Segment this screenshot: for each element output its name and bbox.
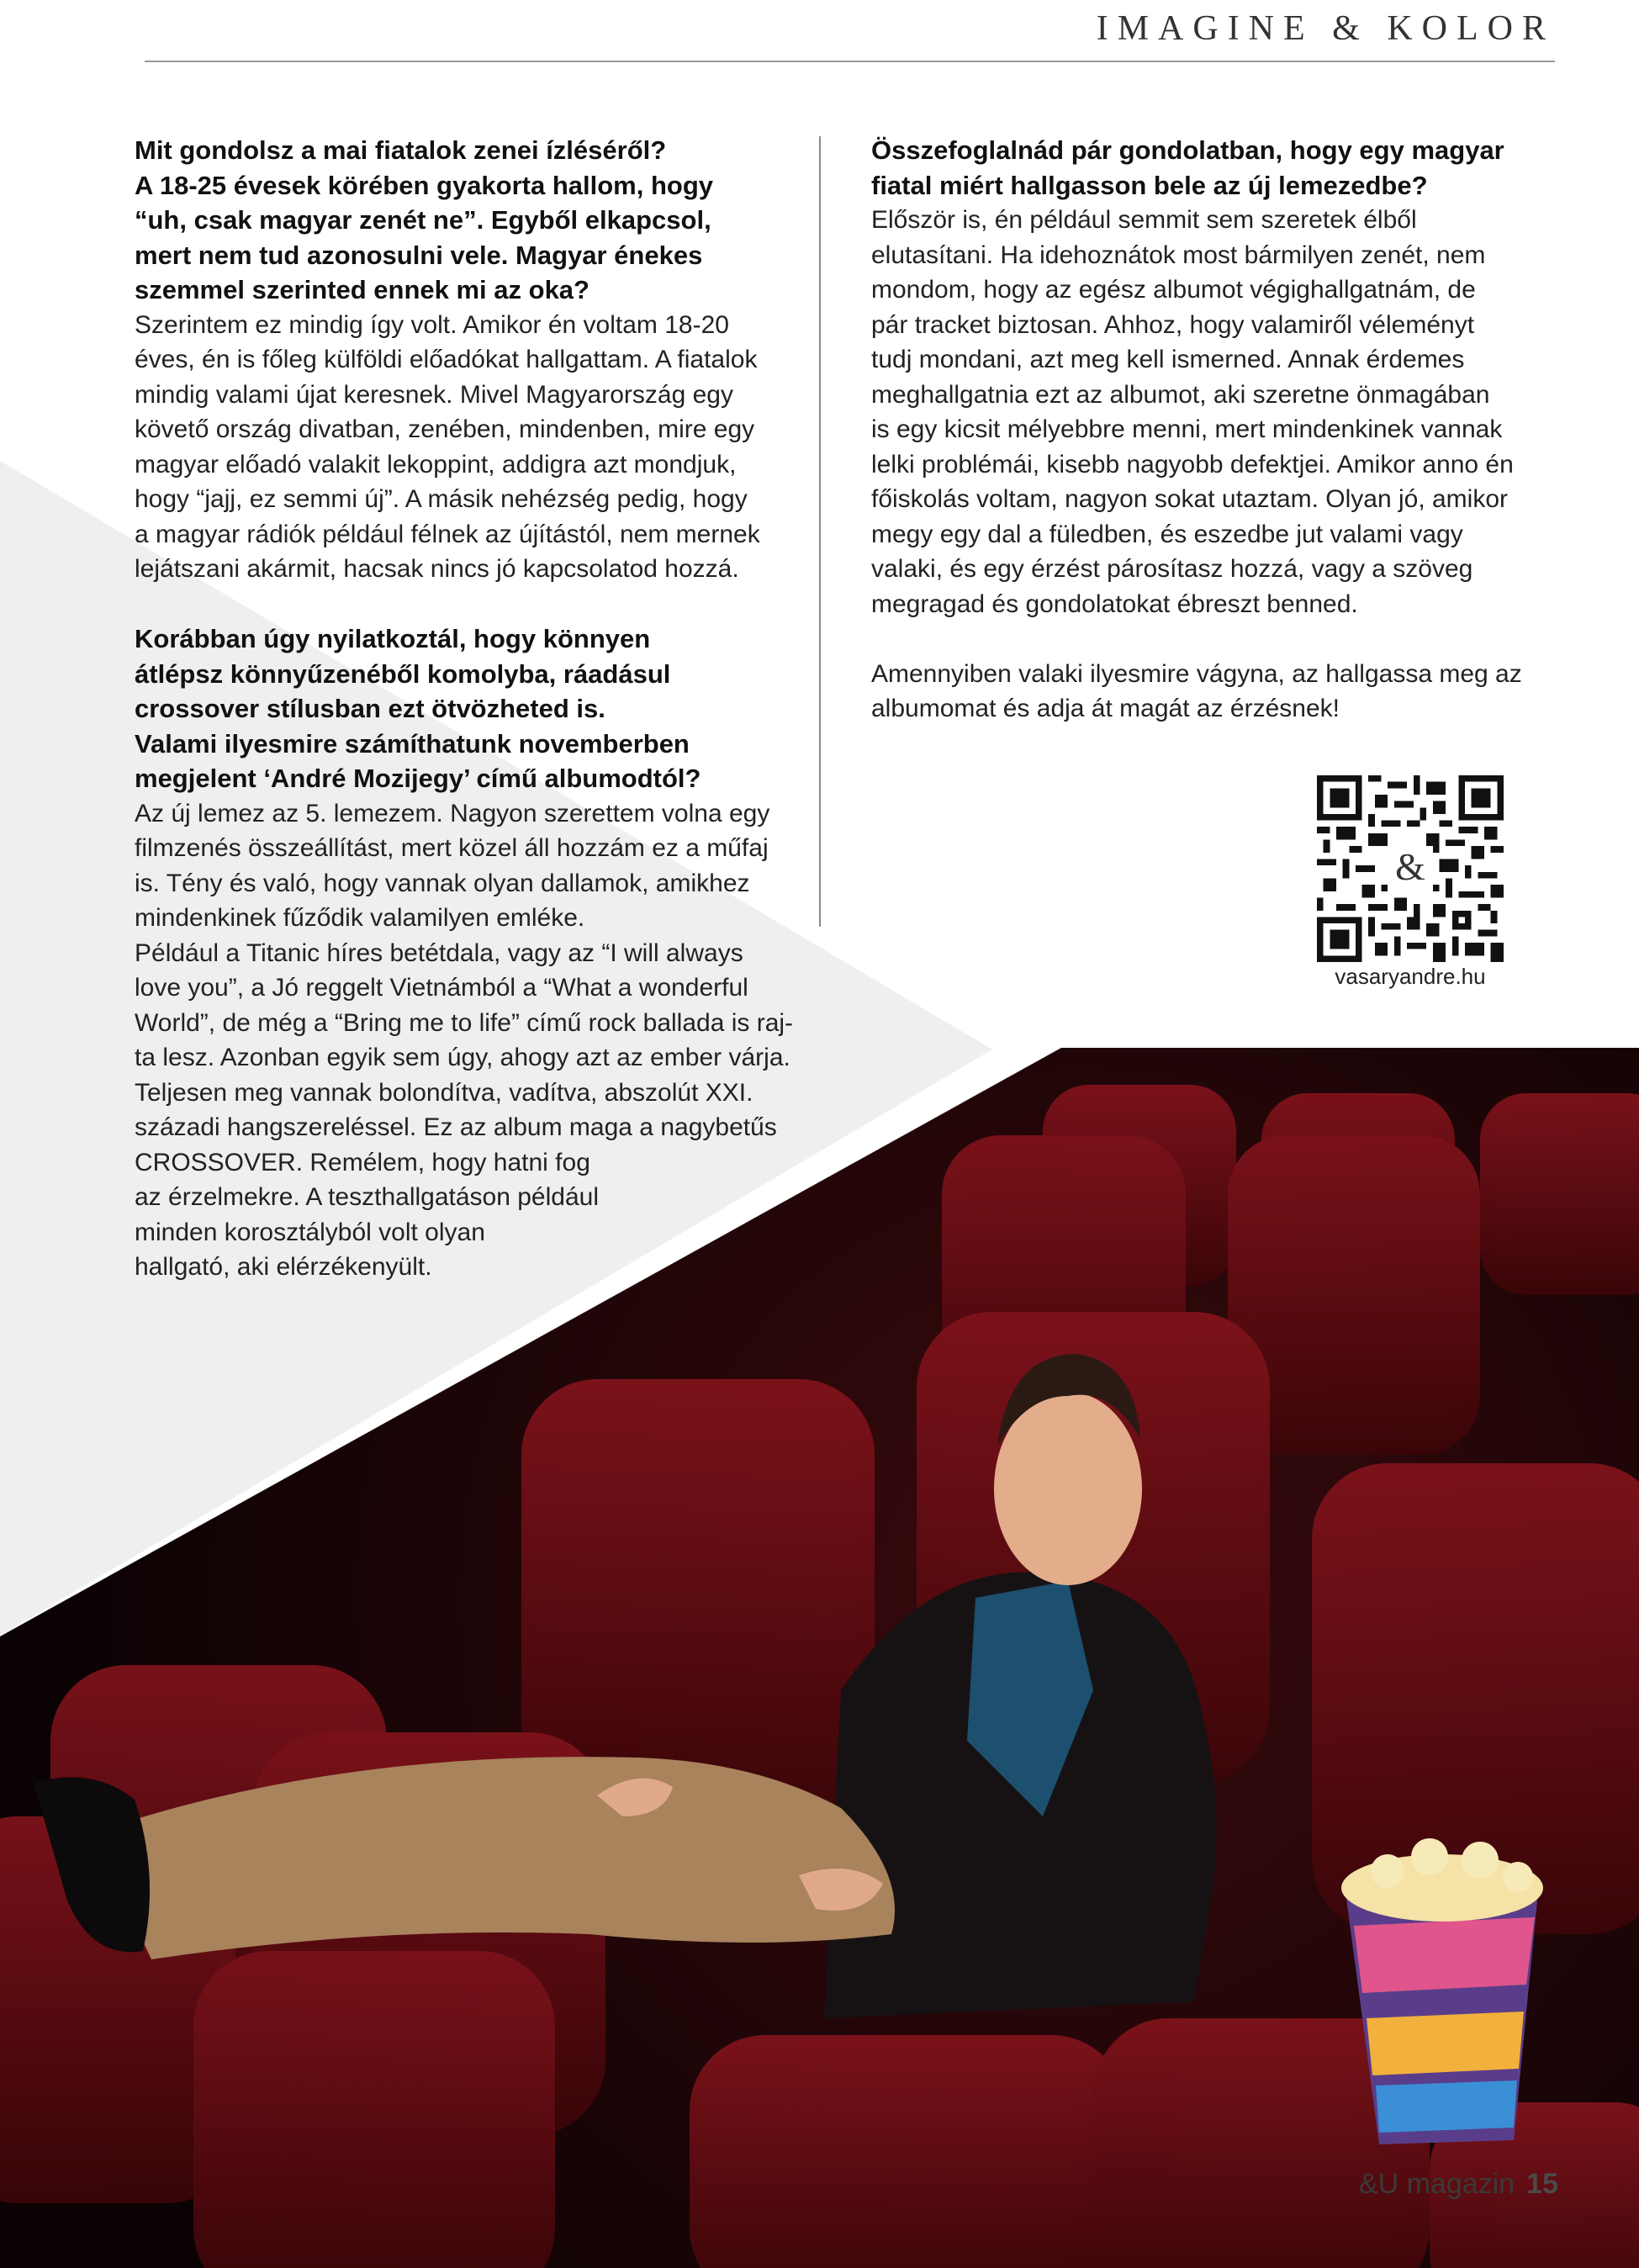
question-2: Korábban úgy nyilatkoztál, hogy könnyen átlépsz könnyűzenéből komolyba, ráadásul crossover stílusban ezt ötvözheted is. Valami ilyesmire számíthatunk novemberben megjelent ‘André Mozijegy’ című albumodtól? <box>135 624 701 793</box>
page-number: 15 <box>1526 2168 1558 2200</box>
svg-text:&: & <box>1395 845 1425 889</box>
closing-paragraph: Amennyiben valaki ilyesmire vágyna, az hallgassa meg az albumomat és adja át magát az érzésnek! <box>871 659 1522 722</box>
page-footer <box>1359 2168 1558 2201</box>
answer-2: Az új lemez az 5. lemezem. Nagyon szerettem volna egy filmzenés összeállítást, mert közel áll hozzám ez a műfaj is. Tény és való, hogy vannak olyan dallamok, amikhez mindenkinek fűződik valamilyen emléke. Például a Titanic híres betétdala, vagy az “I will always love you”, a Jó reggelt Vietnámból a “What a wonderful World”, de még a “Bring me to life” című rock ballada is raj- ta lesz. Azonban egyik sem úgy, ahogy azt az ember várja. Teljesen meg vannak bolondítva, vadítva, abszolút XXI. századi hangszereléssel. Ez az album maga a nagybetűs CROSSOVER. Remélem, hogy hatni fog az érzelmekre. A teszthallgatáson például minden korosztályból volt olyan hallgató, aki elérzékenyült. <box>135 799 794 1281</box>
photo-content <box>0 1043 1639 2268</box>
magazine-name: &U magazin <box>1358 2168 1515 2200</box>
man-face <box>994 1392 1142 1585</box>
answer-1: Szerintem ez mindig így volt. Amikor én voltam 18-20 éves, én is főleg külföldi előadókat hallgattam. A fiatalok mindig valami újat keresnek. Mivel Magyarország egy követő ország divatban, zenében, mindenben, mire egy magyar előadó valakit lekoppint, addigra azt mondjuk, hogy “jajj, ez semmi új”. A másik nehézség pedig, hogy a magyar rádiók például félnek az újítástól, nem mernek lejátszani akármit, hacsak nincs jó kapcsolatod hozzá. <box>135 310 760 583</box>
question-3: Összefoglalnád pár gondolatban, hogy egy magyar fiatal miért hallgasson bele az új lemezedbe? <box>871 135 1504 200</box>
section-title: IMAGINE & KOLOR <box>1096 9 1555 48</box>
answer-3: Először is, én például semmit sem szeretek élből elutasítani. Ha idehoznátok most bármilyen zenét, nem mondom, hogy az egész albumot végighallgatnám, de pár tracket biztosan. Ahhoz, hogy valamiről véleményt tudj mondani, azt meg kell ismerned. Annak érdemes meghallgatnia ezt az albumot, aki szeretne önmagában is egy kicsit mélyebbre menni, mert mindenkinek vannak lelki problémái, kisebb nagyobb defektjei. Amikor anno én főiskolás voltam, nagyon sokat utaztam. Olyan jó, amikor megy egy dal a füledben, és eszedbe jut valami vagy valaki, és egy érzést párosítasz hozzá, vagy a szöveg megragad és gondolatokat ébreszt benned. <box>871 206 1514 618</box>
qr-url[interactable]: vasaryandre.hu <box>1335 964 1486 989</box>
question-1: Mit gondolsz a mai fiatalok zenei ízléséről? A 18-25 évesek körében gyakorta hallom, hogy “uh, csak magyar zenét ne”. Egyből elkapcsol, mert nem tud azonosulni vele. Magyar énekes szemmel szerinted ennek mi az oka? <box>135 135 714 304</box>
